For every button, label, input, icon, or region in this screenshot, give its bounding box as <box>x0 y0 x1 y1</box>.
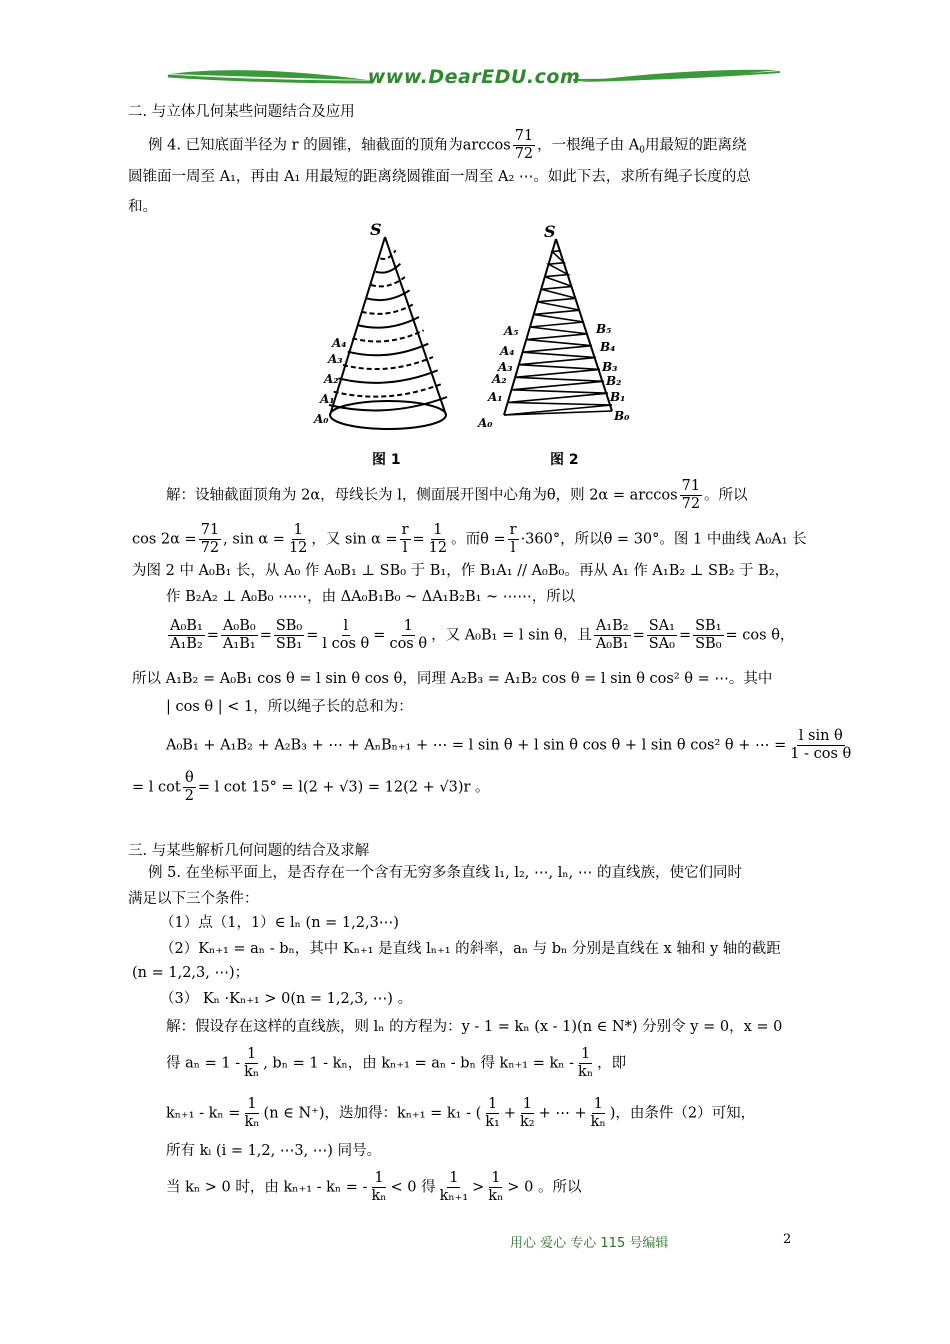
condition-2-cont: (n = 1,2,3, ⋯)； <box>132 965 250 981</box>
solution-4-line-2: cos 2α = $\frac{71}{72}$ , sin α = $\frac{1}{12}$ ，又 sin α = $\frac{r}{l}$ = $\frac{1}{12}$ 。而θ = $\frac{r}{l}$ ·360°，所以θ = 30°。图 1 中曲线 A₀A₁ 长 <box>132 522 807 556</box>
figure-2-cone-zigzag <box>474 215 644 450</box>
solution-4-sum-line: A₀B₁ + A₁B₂ + A₂B₃ + ⋯ + AₙBₙ₊₁ + ⋯ = l sin θ + l sin θ cos θ + l sin θ cos² θ + ⋯ = $\frac{\text{l sin θ}}{\text{1 - cos θ}}$ <box>166 728 852 762</box>
svg-text:B₅: B₅ <box>596 322 612 336</box>
section-3-title: 三. 与某些解析几何问题的结合及求解 <box>128 843 370 859</box>
spiral-ring <box>334 384 443 397</box>
spiral-ring <box>343 357 433 369</box>
condition-2: （2）Kₙ₊₁ = aₙ - bₙ，其中 Kₙ₊₁ 是直线 lₙ₊₁ 的斜率，aₙ 与 bₙ 分别是直线在 x 轴和 y 轴的截距 <box>160 941 781 957</box>
apex-label: S <box>370 220 382 239</box>
svg-text:S: S <box>544 222 556 241</box>
section-2-title: 二. 与立体几何某些问题结合及应用 <box>128 104 355 120</box>
solution-5-line-2: 得 aₙ = 1 - $\frac{1}{\text{kₙ}}$ , bₙ = 1 - kₙ，由 kₙ₊₁ = aₙ - bₙ 得 kₙ₊₁ = kₙ - $\frac{1}{\text{kₙ}}$ ，即 <box>166 1046 627 1080</box>
spiral-ring <box>338 370 437 383</box>
solution-4-result-line: = l cot $\frac{\theta}{2}$ = l cot 15° = l(2 + √3) = 12(2 + √3)r 。 <box>132 770 490 804</box>
svg-text:A₁: A₁ <box>320 392 335 406</box>
svg-text:A₂: A₂ <box>324 372 339 386</box>
spiral-ring <box>362 304 415 314</box>
solution-5-line-3: kₙ₊₁ - kₙ = $\frac{1}{\text{kₙ}}$ (n ∈ N⁺)，迭加得：kₙ₊₁ = k₁ - ( $\frac{1}{\text{k₁}}$ + $\frac{1}{\text{k₂}}$ + ⋯ + $\frac{1}{\text{kₙ}}$ )，由条件（2）可知， <box>166 1096 756 1130</box>
figure-1-cone-spiral <box>300 215 470 450</box>
svg-text:A₀: A₀ <box>314 412 329 426</box>
svg-text:B₁: B₁ <box>610 390 626 404</box>
page-number: 2 <box>783 1232 792 1247</box>
site-name[interactable]: www.DearEDU.com <box>367 66 581 88</box>
solution-4-line-6: 所以 A₁B₂ = A₀B₁ cos θ = l sin θ cos θ，同理 A₂B₃ = A₁B₂ cos θ = l sin θ cos² θ = ⋯。其中 <box>132 671 773 687</box>
figure-1-caption: 图 1 <box>372 452 401 468</box>
svg-text:A₅: A₅ <box>504 324 519 338</box>
solution-4-line-1: 解：设轴截面顶角为 2α，母线长为 l，侧面展开图中心角为θ，则 2α = arccos $\frac{71}{72}$ 。所以 <box>166 478 748 512</box>
spiral-ring <box>348 344 429 356</box>
solution-4-line-7: | cos θ | < 1，所以绳子长的总和为： <box>166 699 413 715</box>
svg-text:A₃: A₃ <box>498 360 513 374</box>
spiral-ring <box>329 397 447 410</box>
site-header <box>168 60 780 100</box>
solution-5-line-4: 所有 kᵢ (i = 1,2, ⋯3, ⋯) 同号。 <box>166 1143 382 1159</box>
solution-4-line-3: 为图 2 中 A₀B₁ 长，从 A₀ 作 A₀B₁ ⊥ SB₀ 于 B₁，作 B₁A₁ // A₀B₀。再从 A₁ 作 A₁B₂ ⊥ SB₂ 于 B₂， <box>132 563 790 579</box>
svg-text:A₄: A₄ <box>332 336 347 350</box>
svg-text:A₂: A₂ <box>492 372 507 386</box>
footer-text: 用心 爱心 专心 115 号编辑 <box>510 1236 669 1251</box>
svg-text:A₁: A₁ <box>488 390 503 404</box>
condition-1: （1）点（1，1）∈ lₙ (n = 1,2,3⋯) <box>160 915 399 931</box>
spiral-ring <box>380 250 395 259</box>
example-4-line-3: 和。 <box>128 199 157 215</box>
example-4-line-1: 例 4. 已知底面半径为 r 的圆锥，轴截面的顶角为arccos $\frac{71}{72}$ ，一根绳子由 $A_0$用最短的距离绕 <box>148 128 747 162</box>
example-5-line-1: 例 5. 在坐标平面上，是否存在一个含有无穷多条直线 l₁, l₂, ⋯, lₙ, ⋯ 的直线族，使它们同时 <box>148 865 742 881</box>
svg-text:B₂: B₂ <box>606 374 622 388</box>
svg-text:A₀: A₀ <box>478 416 493 430</box>
spiral-ring <box>357 317 419 328</box>
condition-3: （3） Kₙ ·Kₙ₊₁ > 0(n = 1,2,3, ⋯) 。 <box>160 991 413 1007</box>
svg-text:A₃: A₃ <box>328 352 343 366</box>
svg-text:B₃: B₃ <box>602 360 618 374</box>
example-4-line-2: 圆锥面一周至 A₁，再由 A₁ 用最短的距离绕圆锥面一周至 A₂ ⋯。如此下去，求所有绳子长度的总 <box>128 169 751 185</box>
example-5-line-2: 满足以下三个条件： <box>128 891 259 907</box>
svg-text:B₄: B₄ <box>600 340 616 354</box>
solution-5-line-1: 解：假设存在这样的直线族，则 lₙ 的方程为：y - 1 = kₙ (x - 1)(n ∈ N*) 分别令 y = 0，x = 0 <box>166 1019 783 1035</box>
svg-text:A₄: A₄ <box>500 344 515 358</box>
solution-4-ratio-line: $\frac{\text{A₀B₁}}{\text{A₁B₂}}$ = $\frac{\text{A₀B₀}}{\text{A₁B₁}}$ = $\frac{\text{SB₀}}{\text{SB₁}}$ = $\frac{l}{\text{l cos θ}}$ = $\frac{1}{\text{cos θ}}$ ，又 A₀B₁ = l sin θ，且 $\frac{\text{A₁B₂}}{\text{A₀B₁}}$ = $\frac{\text{SA₁}}{\text{SA₀}}$ = $\frac{\text{SB₁}}{\text{SB₀}}$ = cos θ， <box>170 618 795 652</box>
svg-text:B₀: B₀ <box>614 409 630 423</box>
solution-4-line-4: 作 B₂A₂ ⊥ A₀B₀ ⋯⋯，由 ΔA₀B₁B₀ ~ ΔA₁B₂B₁ ~ ⋯⋯，所以 <box>166 589 576 605</box>
solution-5-line-5: 当 kₙ > 0 时，由 kₙ₊₁ - kₙ = - $\frac{1}{\text{kₙ}}$ < 0 得 $\frac{1}{\text{kₙ₊₁}}$ > $\frac{1}{\text{kₙ}}$ > 0 。所以 <box>166 1170 582 1204</box>
spiral-ring <box>352 330 423 341</box>
figure-2-caption: 图 2 <box>550 452 579 468</box>
